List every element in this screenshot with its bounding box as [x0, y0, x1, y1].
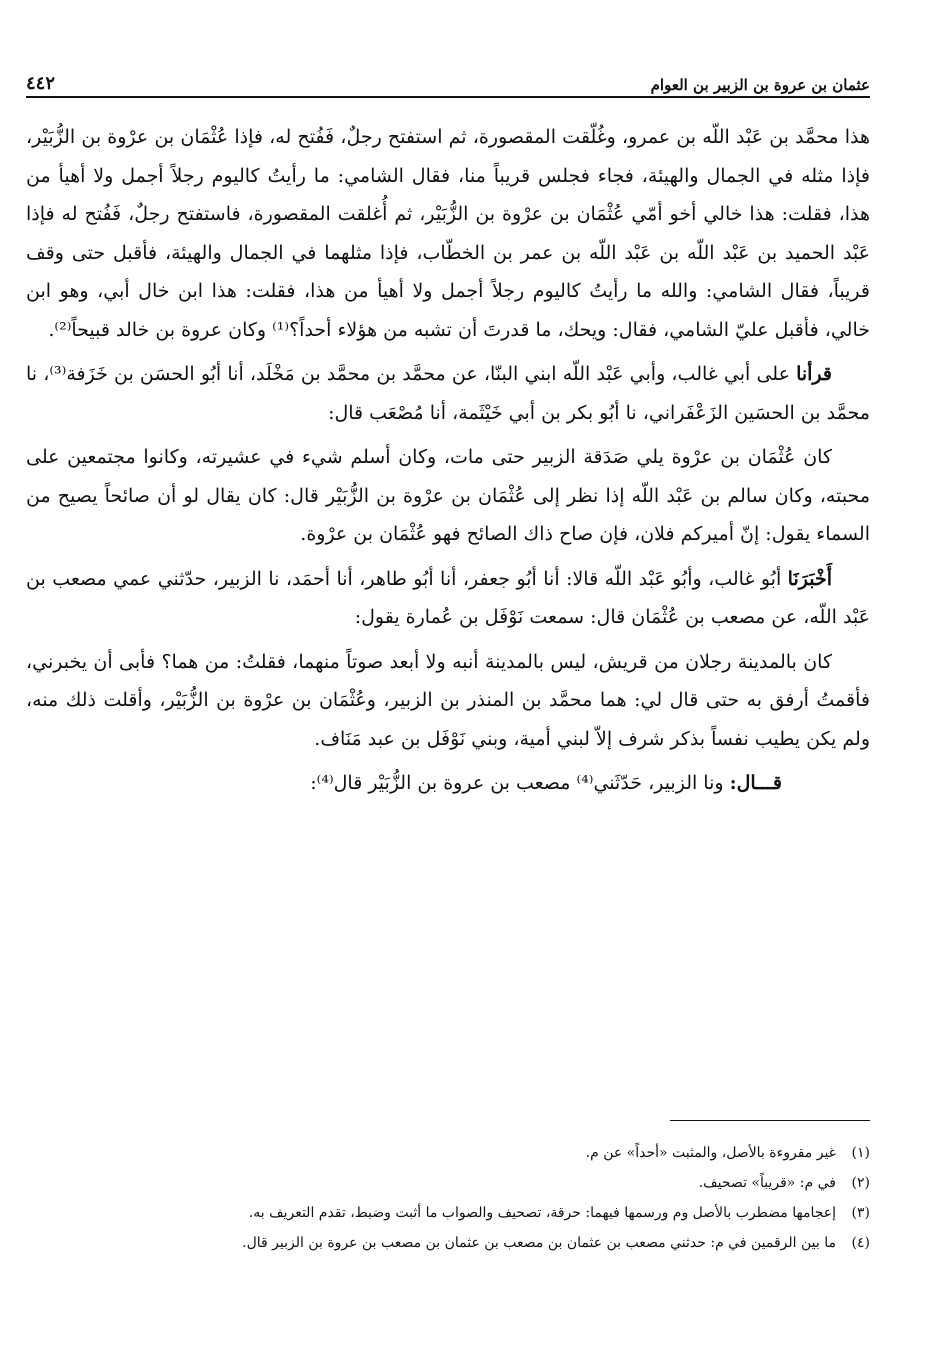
footnote-number: (١) — [851, 1145, 870, 1161]
footnote-number: (٢) — [851, 1175, 870, 1191]
paragraph — [26, 355, 870, 432]
page-number: ٤٤٢ — [26, 73, 56, 94]
footnote-text: ما بين الرقمين في م: حدثني مصعب بن عثمان بن مصعب بن عثمان بن مصعب بن عروة بن الزبير قال. — [242, 1235, 836, 1251]
paragraph — [26, 643, 870, 759]
footnote-number: (٤) — [851, 1235, 870, 1251]
paragraph-lead-word: أَخْبَرَنَا — [787, 567, 832, 590]
paragraph-text: ونا الزبير، حَدّثَني⁽⁴⁾ مصعب بن عروة بن الزُّبَيْر قال⁽⁴⁾: — [310, 772, 730, 794]
footnote — [26, 1168, 870, 1198]
paragraph — [26, 118, 870, 349]
footnote-text: غير مقروءة بالأصل، والمثبت «أحداً» عن م. — [585, 1145, 836, 1161]
paragraph — [26, 438, 870, 554]
paragraph-text: على أبي غالب، وأبي عَبْد اللّه ابني البنّا، عن محمَّد بن محمَّد بن مَخْلَد، أنا أبُو الحسَن بن خَزَفة⁽³⁾، نا محمَّد بن الحسَين الزَعْفَراني، نا أبُو بكر بن أبي خَيْثَمة، أنا مُصْعَب قال: — [26, 363, 870, 424]
paragraph-text: كان عُثْمَان بن عرْوة يلي صَدَقة الزبير حتى مات، وكان أسلم شيء في عشيرته، وكانوا مجتمعين على محبته، وكان سالم بن عَبْد اللّه إذا نظر إلى عُثْمَان بن عرْوة بن الزُّبَيْر قال: كان يقال لو أن صائحاً يصيح من السماء يقول: إنّ أميركم فلان، فإن صاح ذاك الصائح فهو عُثْمَان بن عرْوة. — [26, 446, 870, 545]
paragraph-text: أبُو غالب، وأبُو عَبْد اللّه قالا: أنا أبُو جعفر، أنا أبُو طاهر، أنا أحمَد، نا الزبير، حدّثني عمي مصعب بن عَبْد اللّه، عن مصعب بن عُثْمَان قال: سمعت نَوْفَل بن عُمارة يقول: — [26, 567, 870, 628]
paragraph-text: هذا محمَّد بن عَبْد اللّه بن عمرو، وغُلّقت المقصورة، ثم استفتح رجلٌ، فَفُتح له، فإذا عُثْمَان بن عرْوة بن الزُّبَيْر، فإذا مثله في الجمال والهيئة، فجاء فجلس قريباً منا، فقال الشامي: ما رأيتُ كاليوم رجلاً أجمل ولا أهيأ من هذا، فقلت: هذا خالي أخو أمّي عُثْمَان بن عرْوة بن الزُّبَيْر، ثم أُغلقت المقصورة، فاستفتح رجلٌ، فَفُتح له فإذا عَبْد الحميد بن عَبْد اللّه بن عَبْد اللّه بن عمر بن الخطّاب، فإذا مثلهما في الجمال والهيئة، فأقبل حتى وقف قريباً، فقال الشامي: والله ما رأيتُ كاليوم رجلاً أجمل ولا أهيأ من هذا، فقلت: هذا ابن خال أبي، وهو ابن خالي، فأقبل عليّ الشامي، فقال: ويحك، ما قدرتَ أن تشبه من هؤلاء أحداً؟⁽¹⁾ وكان عروة بن خالد قبيحاً⁽²⁾. — [26, 126, 870, 341]
footnote — [26, 1228, 870, 1258]
page-header — [26, 58, 870, 98]
footnote — [26, 1138, 870, 1168]
footnote — [26, 1198, 870, 1228]
paragraph — [26, 764, 870, 803]
running-title: عثمان بن عروة بن الزبير بن العوام — [650, 76, 870, 94]
footnote-number: (٣) — [851, 1205, 870, 1221]
paragraph-text: كان بالمدينة رجلان من قريش، ليس بالمدينة أنبه ولا أبعد صوتاً منهما، فقلتُ: من هما؟ فأبى أن يخبرني، فأقمتُ أرفق به حتى قال لي: هما محمَّد بن المنذر بن الزبير، وعُثْمَان بن عرْوة بن الزُّبَيْر، وأقلت ذلك منه، ولم يكن يطيب نفساً بذكر شرف إلاّ لبني أمية، وبني نَوْفَل بن عبد مَنَاف. — [26, 650, 870, 750]
paragraph-lead-word: قـــال: — [729, 772, 782, 794]
paragraph — [26, 560, 870, 637]
footnotes — [26, 1138, 870, 1258]
footnote-separator — [670, 1120, 870, 1121]
footnote-text: في م: «قريباً» تصحيف. — [698, 1175, 836, 1191]
main-text — [26, 118, 870, 809]
paragraph-lead-word: قرأنا — [796, 363, 832, 385]
footnote-text: إعجامها مضطرب بالأصل وم ورسمها فيهما: حرقة، تصحيف والصواب ما أثبت وضبط، تقدم التعريف به. — [248, 1205, 836, 1221]
